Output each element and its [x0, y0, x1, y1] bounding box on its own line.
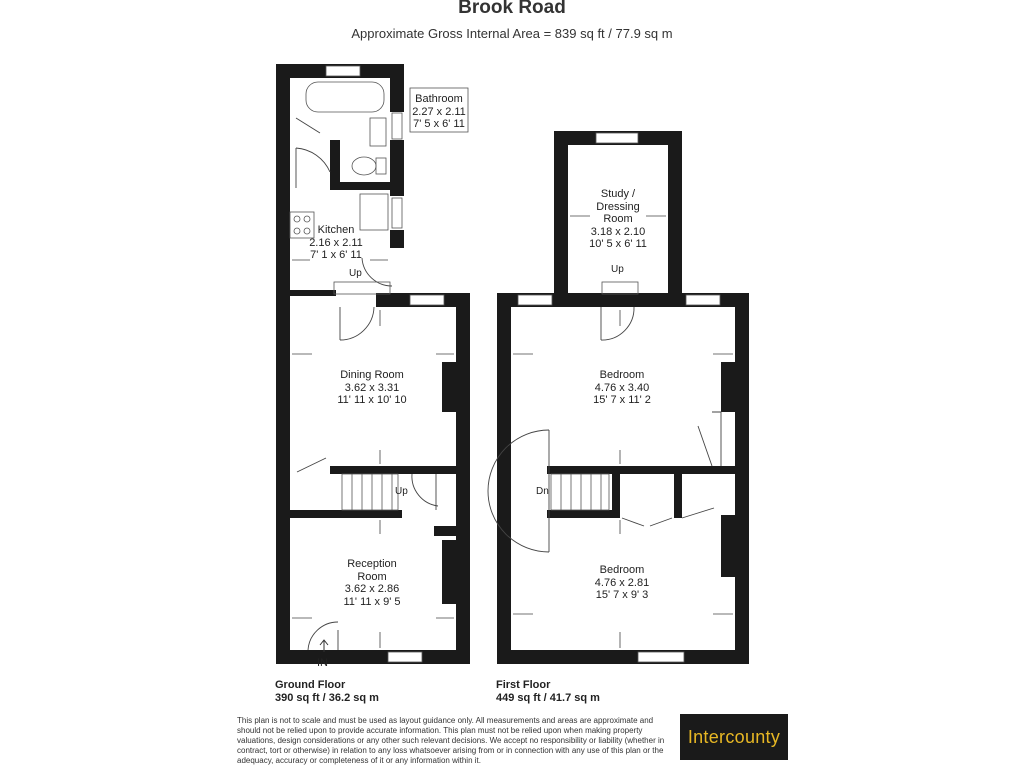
- gf-right-wall-main: [456, 293, 470, 664]
- ground-stairs-label: Up: [395, 486, 408, 497]
- ff-closet-wall-a: [612, 466, 620, 518]
- ff-left-wall: [497, 293, 511, 664]
- kitchen-label: Kitchen 2.16 x 2.11 7' 1 x 6' 11: [309, 224, 363, 261]
- dining-chimney: [442, 362, 456, 412]
- ground-floor-caption: Ground Floor 390 sq ft / 36.2 sq m: [275, 679, 379, 704]
- gf-right-wall-top: [390, 64, 404, 112]
- study-label: Study / Dressing Room 3.18 x 2.10 10' 5 x 6' 11: [589, 188, 647, 250]
- ff-middle-wall: [547, 466, 737, 474]
- bathroom-inner-wall: [330, 140, 340, 188]
- ff-chimney-top: [721, 362, 735, 412]
- intercounty-logo: Intercounty: [680, 714, 788, 760]
- ff-closet-wall-b: [674, 466, 682, 518]
- first-floor-caption: First Floor 449 sq ft / 41.7 sq m: [496, 679, 600, 704]
- kitchen-bottom-wall: [290, 290, 336, 296]
- bathroom-label: Bathroom 2.27 x 2.11 7' 5 x 6' 11: [412, 93, 466, 130]
- bathroom-bottom-wall: [330, 182, 404, 190]
- page-title: Brook Road: [458, 0, 566, 18]
- disclaimer-text: This plan is not to scale and must be used as layout guidance only. All measurements and areas are approximate and should not be relied upon to provide accurate information. This plan must not be relied upon when making property valuations, design considerations or any other such relevant decisions. We accept no responsibility or liability (whether in contract, tort or otherwise) in relation to any loss whatsoever arising from or in connection with any use of this plan or the adequacy, accuracy or completeness of it or any information within it.: [237, 716, 665, 765]
- reception-room-label: Reception Room 3.62 x 2.86 11' 11 x 9' 5: [343, 558, 401, 608]
- reception-chimney: [442, 540, 456, 604]
- ff-stair-bottom-wall: [547, 510, 615, 518]
- ff-chimney-bottom: [721, 515, 735, 577]
- ff-bottom-wall: [497, 650, 749, 664]
- dining-room-label: Dining Room 3.62 x 3.31 11' 11 x 10' 10: [337, 369, 407, 406]
- gf-left-wall: [276, 64, 290, 664]
- study-stairs-label: Up: [611, 264, 624, 275]
- kitchen-stairs-label: Up: [349, 268, 362, 279]
- study-right-wall: [668, 131, 682, 307]
- reception-wall-stub: [434, 526, 456, 536]
- reception-top-wall: [290, 510, 402, 518]
- study-left-wall: [554, 131, 568, 307]
- stair-wall-top: [330, 466, 458, 474]
- first-stairs-down-label: Dn: [536, 486, 549, 497]
- bedroom-1-label: Bedroom 4.76 x 3.40 15' 7 x 11' 2: [593, 369, 651, 406]
- gf-right-wall-kitchen: [390, 230, 404, 248]
- entrance-label: IN: [317, 657, 328, 669]
- gf-bottom-wall: [276, 650, 470, 664]
- gross-area-subtitle: Approximate Gross Internal Area = 839 sq ft / 77.9 sq m: [351, 26, 673, 41]
- bedroom-2-label: Bedroom 4.76 x 2.81 15' 7 x 9' 3: [594, 564, 650, 601]
- ff-right-wall: [735, 293, 749, 664]
